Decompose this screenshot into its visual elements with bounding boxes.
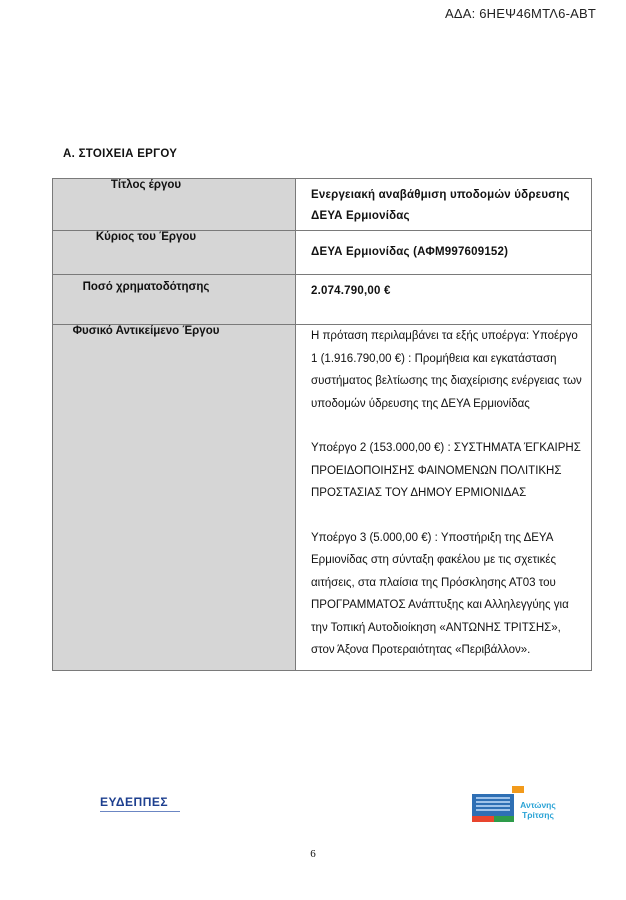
table-row xyxy=(53,275,592,325)
project-info-table xyxy=(52,178,592,671)
table-row xyxy=(53,325,592,671)
row-value: 2.074.790,00 € xyxy=(296,275,592,325)
paragraph: Υποέργο 2 (153.000,00 €) : ΣΥΣΤΗΜΑΤΑ ΈΓΚΑΙΡΗΣ ΠΡΟΕΙΔΟΠΟΙΗΣΗΣ ΦΑΙΝΟΜΕΝΩΝ ΠΟΛΙΤΙΚΗΣ ΠΡΟΣΤΑΣΙΑΣ ΤΟΥ ΔΗΜΟΥ ΕΡΜΙΟΝΙΔΑΣ xyxy=(311,442,581,499)
row-value xyxy=(296,325,592,671)
ada-code: ΑΔΑ: 6ΗΕΨ46ΜΤΛ6-ΑΒΤ xyxy=(445,6,596,21)
page-number: 6 xyxy=(310,848,316,860)
eydeppes-logo: ΕΥΔΕΠΠΕΣ xyxy=(100,795,180,821)
row-label: Τίτλος έργου xyxy=(53,179,296,231)
row-label: Ποσό χρηματοδότησης xyxy=(53,275,296,325)
section-title: Α. ΣΤΟΙΧΕΙΑ ΕΡΓΟΥ xyxy=(63,148,178,160)
logo-text-2: Τρίτσης xyxy=(522,810,554,820)
paragraph: Η πρόταση περιλαμβάνει τα εξής υποέργα: Υποέργο 1 (1.916.790,00 €) : Προμήθεια και εγκατάσταση συστήματος βελτίωσης της διαχείρισης ενέργειας των υποδομών ύδρευσης της ΔΕΥΑ Ερμιονίδας xyxy=(311,330,582,410)
row-value: Ενεργειακή αναβάθμιση υποδομών ύδρευσης ΔΕΥΑ Ερμιονίδας xyxy=(296,179,592,231)
row-value: ΔΕΥΑ Ερμιονίδας (ΑΦΜ997609152) xyxy=(296,231,592,275)
row-label: Κύριος του Έργου xyxy=(53,231,296,275)
antonis-tritsis-logo xyxy=(472,786,562,826)
paragraph: Υποέργο 3 (5.000,00 €) : Υποστήριξη της ΔΕΥΑ Ερμιονίδας στη σύνταξη φακέλου με τις σχετικές αιτήσεις, στα πλαίσια της Πρόσκλησης ΑΤ03 του ΠΡΟΓΡΑΜΜΑΤΟΣ Ανάπτυξης και Αλληλεγγύης για την Τοπική Αυτοδιοίκηση «ΑΝΤΩΝΗΣ ΤΡΙΤΣΗΣ», στον Άξονα Προτεραιότητας «Περιβάλλον». xyxy=(311,531,569,656)
row-label: Φυσικό Αντικείμενο Έργου xyxy=(53,325,296,671)
table-row xyxy=(53,231,592,275)
table-row xyxy=(53,179,592,231)
logo-text-1: Αντώνης xyxy=(520,800,556,810)
